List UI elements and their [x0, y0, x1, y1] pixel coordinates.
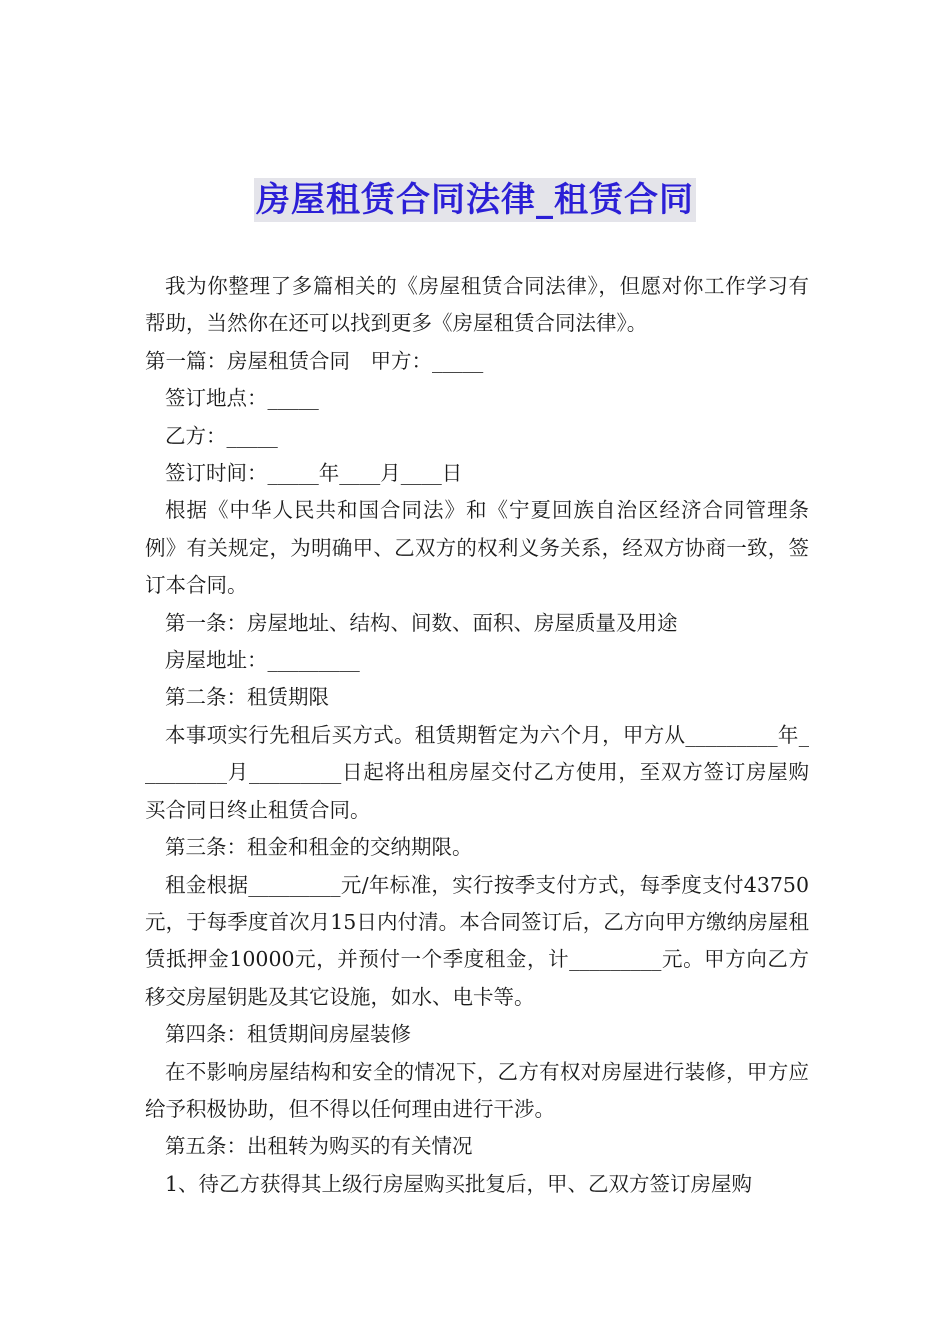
paragraph-article4: 第四条：租赁期间房屋装修 [165, 1022, 411, 1047]
document-title: 房屋租赁合同法律_租赁合同 [256, 180, 694, 220]
paragraph-clause5-1: 1、待乙方获得其上级行房屋购买批复后，甲、乙双方签订房屋购 [165, 1171, 753, 1196]
paragraph-basis: 根据《中华人民共和国合同法》和《宁夏回族自治区经济合同管理条例》有关规定，为明确甲、乙双方的权利义务关系，经双方协商一致，签订本合同。 [145, 498, 809, 598]
title-container [0, 178, 950, 222]
paragraph-rent: 租金根据_________元/年标准，实行按季支付方式，每季度支付43750元，于每季度首次月15日内付清。本合同签订后，乙方向甲方缴纳房屋租赁抵押金10000元，并预付一个季度租金，计_________元。甲方向乙方移交房屋钥匙及其它设施，如水、电卡等。 [145, 872, 809, 1009]
paragraph-party-b: 乙方：_____ [165, 423, 278, 448]
paragraph-address: 房屋地址：_________ [165, 648, 360, 673]
paragraph-article3: 第三条：租金和租金的交纳期限。 [165, 835, 473, 860]
paragraph-sign-place: 签订地点：_____ [165, 386, 319, 411]
paragraph-article2: 第二条：租赁期限 [165, 685, 329, 710]
paragraph-intro: 我为你整理了多篇相关的《房屋租赁合同法律》，但愿对你工作学习有帮助，当然你在还可以找到更多《房屋租赁合同法律》。 [145, 274, 809, 336]
paragraph-part1-heading: 第一篇：房屋租赁合同 甲方：_____ [145, 348, 484, 373]
document-body [145, 268, 809, 1203]
paragraph-article5: 第五条：出租转为购买的有关情况 [165, 1134, 473, 1159]
paragraph-article1: 第一条：房屋地址、结构、间数、面积、房屋质量及用途 [165, 610, 678, 635]
paragraph-renovation: 在不影响房屋结构和安全的情况下，乙方有权对房屋进行装修，甲方应给予积极协助，但不得以任何理由进行干涉。 [145, 1059, 809, 1121]
paragraph-sign-time: 签订时间：_____年____月____日 [165, 461, 463, 486]
paragraph-term: 本事项实行先租后买方式。租赁期暂定为六个月，甲方从_________年_________月_________日起将出租房屋交付乙方使用，至双方签订房屋购买合同日终止租赁合同。 [145, 722, 809, 822]
